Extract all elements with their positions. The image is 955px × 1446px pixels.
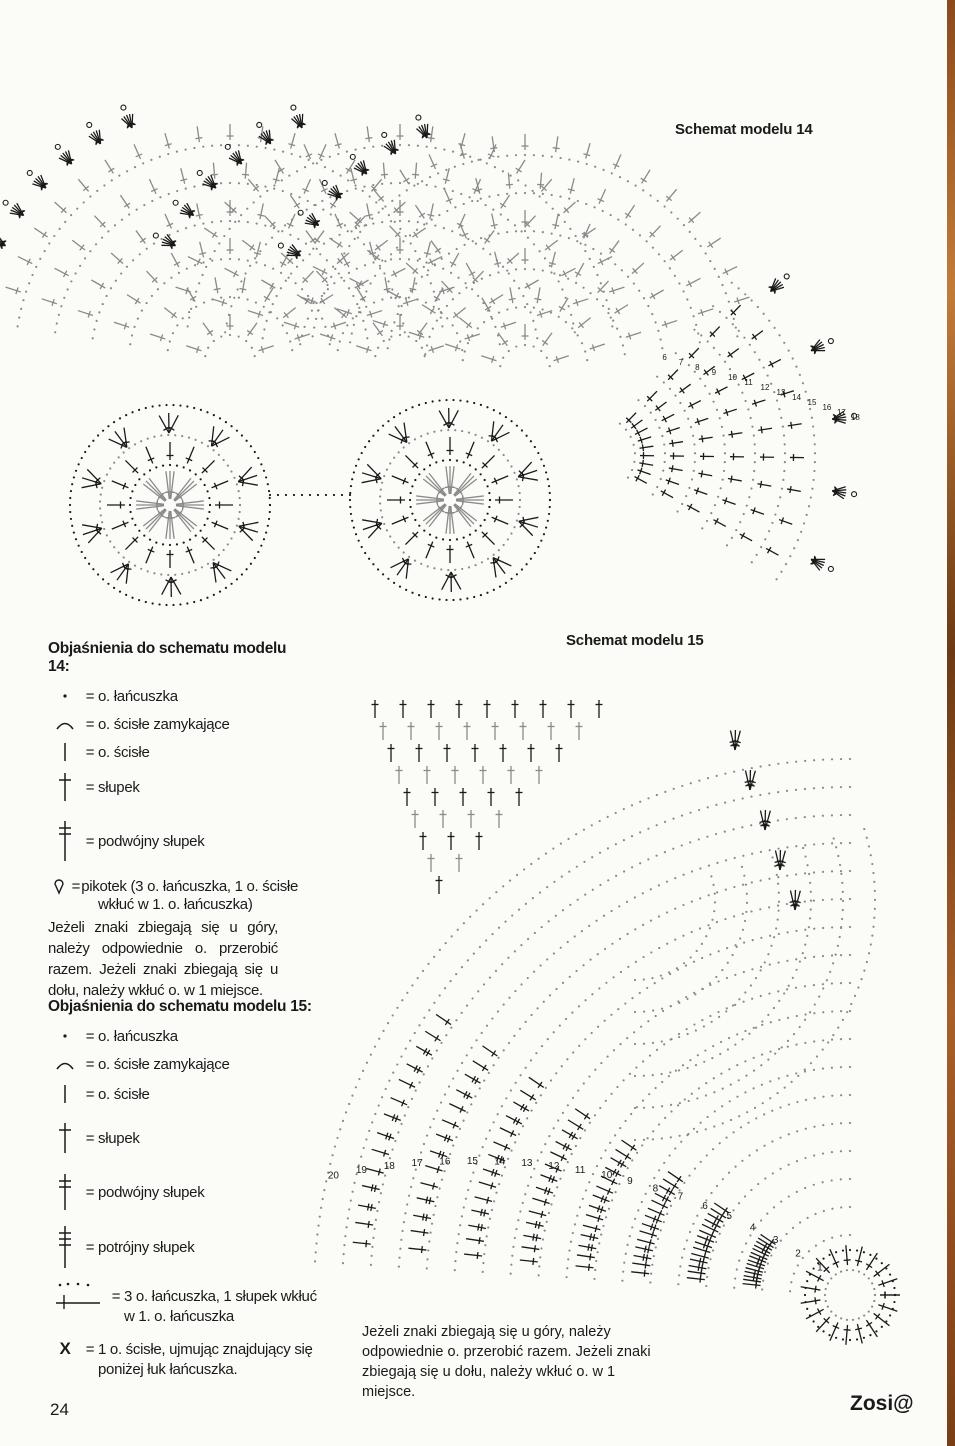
svg-text:17: 17 [836,408,846,417]
legend-14-item-picot-cont: wkłuć w 1. o. łańcuszka) [98,896,253,913]
svg-text:16: 16 [822,403,832,412]
legend-15-item-dtr: = potrójny słupek [48,1218,338,1276]
legend-15-item-slip: = o. ścisłe zamykające [48,1050,338,1078]
svg-text:20: 20 [327,1170,340,1182]
svg-text:6: 6 [702,1200,708,1212]
svg-text:9: 9 [627,1176,633,1188]
svg-text:10: 10 [601,1169,613,1181]
svg-text:10: 10 [728,373,737,382]
chain-dot-icon [48,691,82,701]
svg-text:12: 12 [548,1160,560,1172]
legend-14-item-chain: = o. łańcuszka [48,682,298,710]
legend-15-heading: Objaśnienia do schematu modelu 15: [48,998,312,1015]
treble-crochet-icon [48,819,82,863]
legend-14-item-picot: = pikotek (3 o. łańcuszka, 1 o. ścisłe [48,874,298,898]
svg-text:3: 3 [772,1234,779,1246]
svg-text:13: 13 [521,1158,533,1170]
legend-15-item-chain-picot-cont: w 1. o. łańcuszka [124,1308,234,1325]
svg-text:15: 15 [807,398,817,407]
svg-text:18: 18 [383,1161,395,1173]
svg-text:9: 9 [711,368,717,377]
svg-text:8: 8 [695,363,700,372]
slip-stitch-arc-icon [48,1058,82,1070]
svg-text:4: 4 [749,1222,756,1234]
svg-text:19: 19 [355,1165,367,1177]
double-crochet-icon [48,771,82,803]
svg-text:5: 5 [726,1211,732,1223]
x-stitch-icon: X [59,1339,71,1358]
picot-icon [48,877,71,895]
chain-dot-icon [48,1031,82,1041]
svg-text:2: 2 [795,1248,801,1260]
svg-text:7: 7 [678,358,684,367]
svg-text:12: 12 [760,383,770,392]
crochet-chart-model-15 [295,650,945,1380]
svg-text:6: 6 [662,353,667,362]
legend-14-heading: Objaśnienia do schematu modelu 14: [48,640,287,675]
svg-text:11: 11 [744,378,753,387]
svg-text:7: 7 [677,1191,684,1203]
svg-text:13: 13 [776,388,786,397]
single-crochet-icon [48,1083,82,1105]
legend-15-item-x: X = 1 o. ścisłe, ujmując znajdujący się [48,1337,338,1361]
diagram-15-note: Jeżeli znaki zbiegają się u góry, należy odpowiednie o. przerobić razem. Jeżeli znaki zbiegają się u dołu, należy wkłuć o. w 1 miejsce. [362,1324,651,1400]
legend-15-item-chain-picot: = 3 o. łańcuszka, 1 słupek wkłuć [48,1284,338,1308]
legend-model-15 [48,998,338,1378]
svg-text:17: 17 [411,1158,423,1170]
svg-text:14: 14 [792,393,802,402]
legend-15-item-dc: = słupek [48,1110,338,1166]
crochet-chart-model-14 [55,60,860,660]
signature: Zosi@ [850,1392,914,1415]
legend-15-item-tr: = podwójny słupek [48,1166,338,1218]
diagram-15-title: Schemat modelu 15 [566,632,704,649]
svg-text:16: 16 [439,1156,451,1168]
svg-text:14: 14 [494,1156,506,1168]
single-crochet-icon [48,741,82,763]
svg-text:18: 18 [850,413,860,422]
legend-15-item-chain: = o. łańcuszka [48,1022,338,1050]
chain-picot-icon [48,1281,108,1311]
legend-15-item-sc: = o. ścisłe [48,1078,338,1110]
double-crochet-icon [48,1121,82,1155]
legend-14-item-dc: = słupek [48,766,298,808]
svg-text:1: 1 [817,1262,823,1274]
svg-text:11: 11 [574,1164,586,1176]
legend-15-item-x-cont: poniżej łuk łańcuszka. [98,1361,238,1378]
legend-14-item-slip: = o. ścisłe zamykające [48,710,298,738]
page-edge [947,0,955,1446]
diagram-14-title: Schemat modelu 14 [675,121,813,138]
triple-treble-icon [48,1224,82,1270]
page-number: 24 [50,1400,69,1419]
svg-text:15: 15 [466,1155,478,1167]
legend-14-item-sc: = o. ścisłe [48,738,298,766]
slip-stitch-arc-icon [48,718,82,730]
svg-text:8: 8 [652,1183,659,1195]
legend-14-note: Jeżeli znaki zbiegają się u góry, należy odpowiednie o. przerobić razem. Jeżeli znaki zbiegają się u dołu, należy wkłuć o. w 1 miejsce. [48,919,278,999]
legend-model-14 [48,640,298,1001]
treble-crochet-icon [48,1172,82,1212]
legend-14-item-tr: = podwójny słupek [48,808,298,874]
